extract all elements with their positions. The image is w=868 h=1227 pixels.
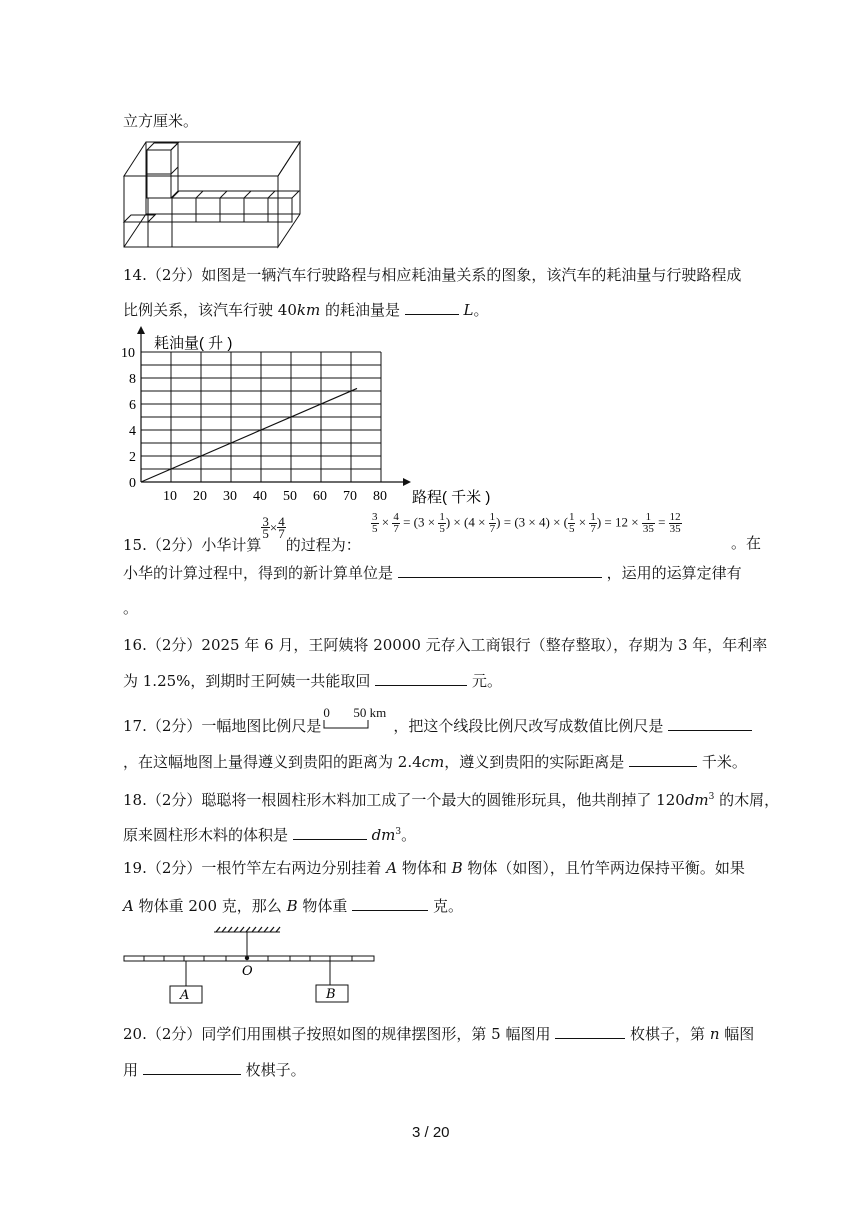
q15-line1: 15.（2分）小华计算 $\frac{3}{5}$ × $\frac{4}{7}$ 的过程为： — [123, 514, 361, 554]
fuel-series-line — [141, 388, 357, 482]
scale-bar: 0 50 km — [321, 716, 393, 734]
x-tick-label: 20 — [193, 489, 207, 504]
chart-ticks — [121, 346, 387, 504]
q15-end: 。在 — [731, 534, 762, 552]
q20-line1: 20.（2分）同学们用围棋子按照如图的规律摆图形，第 5 幅图用 枚棋子，第 n 幅图 — [123, 1025, 755, 1043]
q14-line1: 14.（2分）如图是一辆汽车行驶路程与相应耗油量关系的图象，该汽车的耗油量与行驶路程成 — [123, 266, 742, 284]
x-tick-label: 60 — [313, 489, 327, 504]
cuboid-figure — [122, 140, 304, 250]
q15-line2: 小华的计算过程中，得到的新计算单位是 ，运用的运算定律有 — [123, 564, 742, 582]
balance-figure — [122, 926, 378, 1008]
fuel-chart — [118, 322, 538, 512]
y-tick-label: 4 — [129, 424, 136, 439]
q18-line1: 18.（2分）聪聪将一根圆柱形木料加工成了一个最大的圆锥形玩具，他共削掉了 $120dm^3$ 的木屑， — [123, 791, 780, 809]
top-text: 立方厘米。 — [123, 112, 199, 130]
y-axis-arrow — [137, 326, 145, 334]
pivot-label: O — [242, 964, 253, 979]
q19-answer-blank[interactable] — [352, 896, 428, 911]
page-number: 3 / 20 — [412, 1124, 450, 1141]
y-tick-label: 8 — [129, 372, 136, 387]
x-tick-label: 80 — [373, 489, 387, 504]
q20-answer-blank-2[interactable] — [143, 1060, 241, 1075]
chart-grid — [141, 352, 381, 482]
y-tick-label: 6 — [129, 398, 136, 413]
q16-answer-blank[interactable] — [375, 671, 467, 686]
q17-line1: 17.（2分）一幅地图比例尺是 0 50 km ，把这个线段比例尺改写成数值比例尺是 — [123, 716, 752, 735]
q17-ratio-blank[interactable] — [668, 716, 752, 731]
q18-answer-blank[interactable] — [293, 825, 367, 840]
q19-line2: A 物体重 200 克，那么 B 物体重 克。 — [123, 897, 463, 915]
q15-expression: $\frac{3}{5}$ × $\frac{4}{7}$ = (3 × $\frac{1}{5}$ ) × (4 × $\frac{1}{7}$ ) = (3 × 4) × ( $\frac{1}{5}$ × $\frac{1}{7}$ ) = 12 × $\frac{1}{35}$ = $\frac{12}{35}$ — [372, 511, 681, 535]
object-a-label: A — [180, 988, 190, 1003]
q15-line3: 。 — [123, 599, 139, 617]
q17-line2: ，在这幅地图上量得遵义到贵阳的距离为 2.4cm，遵义到贵阳的实际距离是 千米。 — [123, 753, 747, 771]
q16-line2: 为 1.25%，到期时王阿姨一共能取回 元。 — [123, 672, 502, 690]
q19-line1: 19.（2分）一根竹竿左右两边分别挂着 A 物体和 B 物体（如图），且竹竿两边保持平衡。如果 — [123, 859, 745, 877]
q20-line2: 用 枚棋子。 — [123, 1061, 306, 1079]
y-tick-label: 0 — [129, 476, 136, 491]
y-tick-label: 2 — [129, 450, 136, 465]
q16-line1: 16.（2分）2025 年 6 月，王阿姨将 20000 元存入工商银行（整存整取），存期为 3 年，年利率 — [123, 636, 768, 654]
y-tick-label: 10 — [121, 346, 135, 361]
x-tick-label: 50 — [283, 489, 297, 504]
x-tick-label: 10 — [163, 489, 177, 504]
chart-series — [141, 388, 357, 482]
q14-line2: 比例关系，该汽车行驶 40km 的耗油量是 L。 — [123, 301, 489, 319]
q14-answer-blank[interactable] — [405, 300, 459, 315]
q15-unit-blank[interactable] — [398, 563, 602, 578]
q17-distance-blank[interactable] — [629, 752, 697, 767]
chart-ylabel: 耗油量( 升 ) — [154, 335, 233, 352]
q20-answer-blank-1[interactable] — [555, 1024, 625, 1039]
x-tick-label: 70 — [343, 489, 357, 504]
object-b-label: B — [326, 987, 336, 1002]
chart-xlabel: 路程( 千米 ) — [412, 489, 491, 506]
x-axis-arrow — [403, 478, 411, 486]
x-tick-label: 40 — [253, 489, 267, 504]
q18-line2: 原来圆柱形木料的体积是 $dm^3$。 — [123, 826, 417, 844]
x-tick-label: 30 — [223, 489, 237, 504]
